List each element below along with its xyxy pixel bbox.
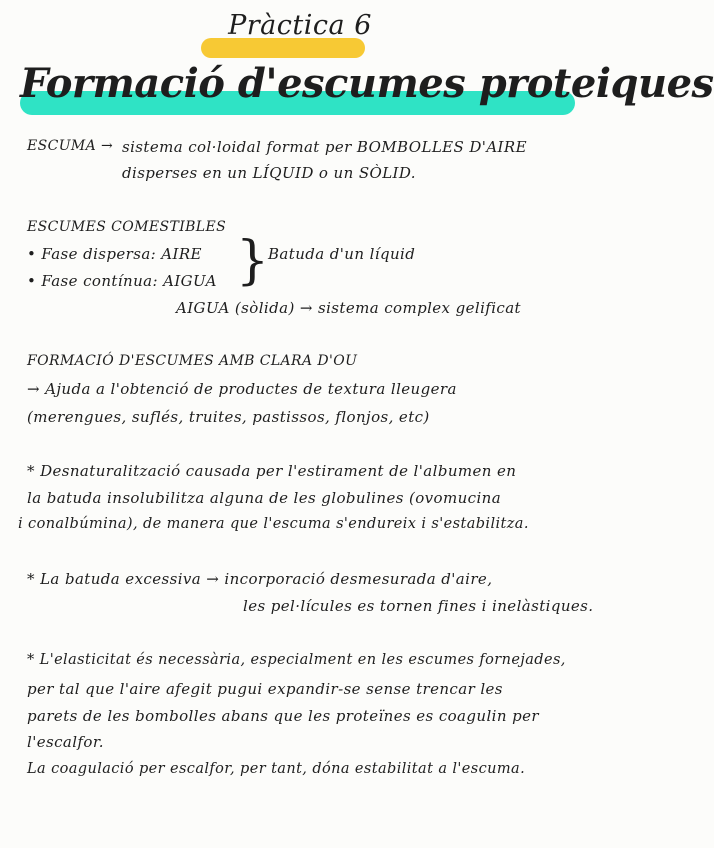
- elasticity-line-2: per tal que l'aire afegit pugui expandir-se sense trencar les: [27, 680, 503, 698]
- formation-line-1: → Ajuda a l'obtenció de productes de textura lleugera: [27, 380, 457, 398]
- practice-subtitle: Pràctica 6: [228, 10, 372, 41]
- page-title: Formació d'escumes proteiques: [20, 60, 714, 107]
- continuous-phase: • Fase contínua: AIGUA: [27, 272, 217, 290]
- subtitle-highlight: [201, 38, 365, 58]
- excessive-whipping-line-1: * La batuda excessiva → incorporació desmesurada d'aire,: [27, 570, 493, 588]
- edible-foams-heading: ESCUMES COMESTIBLES: [27, 219, 227, 235]
- formation-line-2: (merengues, suflés, truites, pastissos, flonjos, etc): [27, 408, 430, 426]
- definition-term: ESCUMA →: [27, 138, 114, 154]
- elasticity-line-3: parets de les bombolles abans que les proteïnes es coagulin per: [27, 707, 539, 725]
- definition-line-1: sistema col·loidal format per BOMBOLLES D'AIRE: [122, 138, 527, 156]
- elasticity-line-5: La coagulació per escalfor, per tant, dóna estabilitat a l'escuma.: [27, 761, 526, 777]
- curly-brace: }: [236, 231, 270, 291]
- denaturation-line-3: i conalbúmina), de manera que l'escuma s'endureix i s'estabilitza.: [18, 516, 529, 532]
- excessive-whipping-line-2: les pel·lícules es tornen fines i inelàstiques.: [243, 597, 594, 615]
- solid-water-note: AIGUA (sòlida) → sistema complex gelificat: [176, 299, 521, 317]
- elasticity-line-4: l'escalfor.: [27, 733, 104, 751]
- denaturation-line-1: * Desnaturalització causada per l'estirament de l'albumen en: [27, 462, 517, 480]
- elasticity-line-1: * L'elasticitat és necessària, especialment en les escumes fornejades,: [27, 652, 566, 668]
- egg-white-heading: FORMACIÓ D'ESCUMES AMB CLARA D'OU: [27, 353, 358, 369]
- whipped-liquid-note: Batuda d'un líquid: [268, 245, 416, 263]
- definition-line-2: disperses en un LÍQUID o un SÒLID.: [122, 164, 416, 182]
- dispersed-phase: • Fase dispersa: AIRE: [27, 245, 202, 263]
- denaturation-line-2: la batuda insolubilitza alguna de les globulines (ovomucina: [27, 489, 502, 507]
